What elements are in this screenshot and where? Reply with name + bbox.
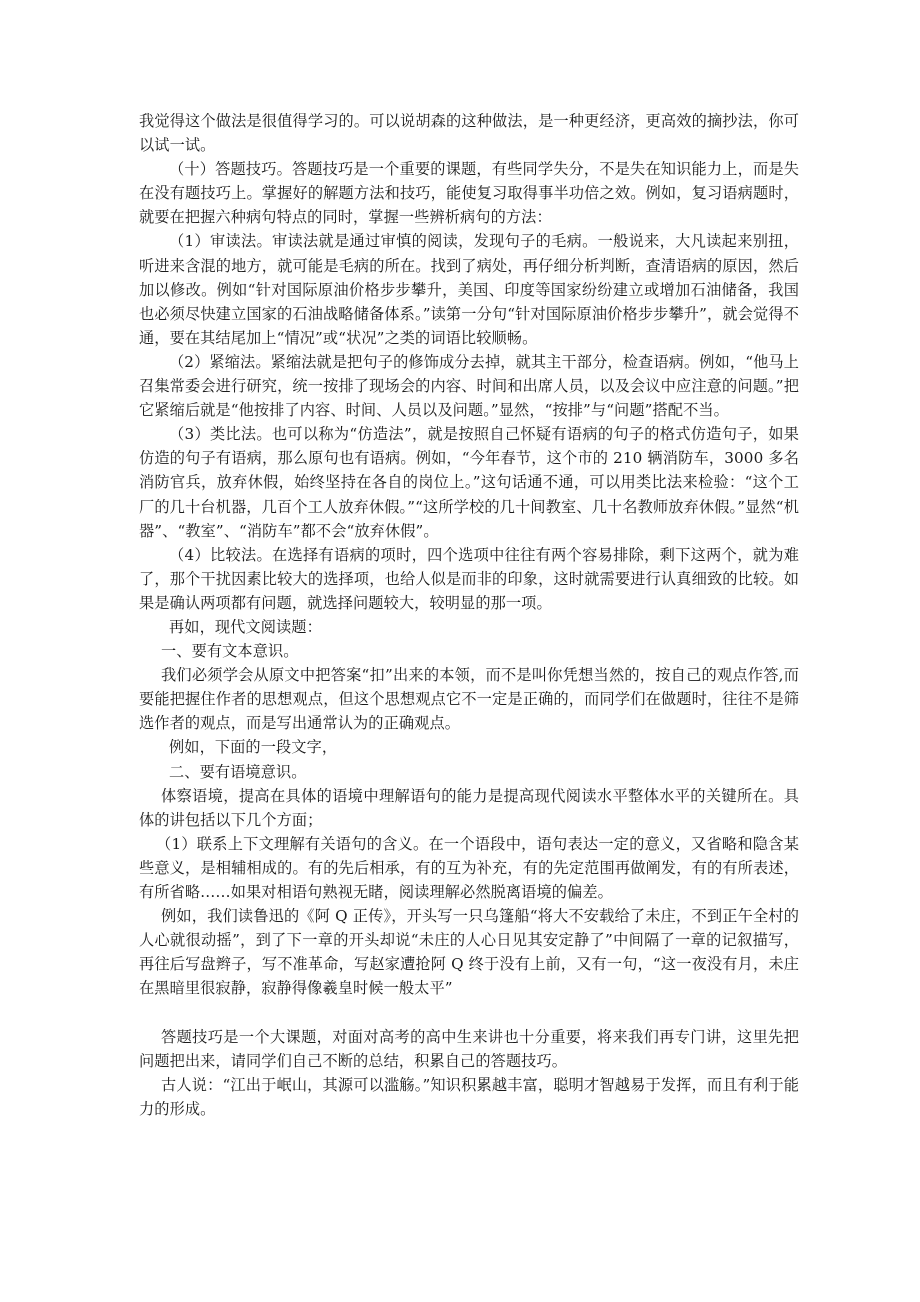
paragraph-example-intro: 例如，下面的一段文字，: [169, 738, 338, 757]
paragraph-closing-quote: 古人说：“江出于岷山，其源可以滥觞。”知识积累越丰富，聪明才智越易于发挥，而且有利于能力的形成。: [139, 1075, 799, 1118]
paragraph-method-compare: （4）比较法。在选择有语病的项时，四个选项中往往有两个容易排除，剩下这两个，就为难了，那个干扰因素比较大的选择项，也给人似是而非的印象，这时就需要进行认真细致的比较。如果是确认两项都有问题，就选择问题较大，较明显的那一项。: [139, 545, 799, 612]
paragraph-answer-skills: （十）答题技巧。答题技巧是一个重要的课题，有些同学失分，不是失在知识能力上，而是失在没有题技巧上。掌握好的解题方法和技巧，能使复习取得事半功倍之效。例如，复习语病题时，就要在把握六种病句特点的同时，掌握一些辨析病句的方法：: [139, 160, 799, 227]
heading-text-awareness: 一、要有文本意识。: [161, 642, 299, 661]
paragraph-reading-intro: 再如，现代文阅读题：: [169, 617, 322, 636]
paragraph-answer-summary: 答题技巧是一个大课题，对面对高考的高中生来讲也十分重要，将来我们再专门讲，这里先把问题把出来，请同学们自己不断的总结，积累自己的答题技巧。: [139, 1027, 799, 1070]
paragraph-method-analogy: （3）类比法。也可以称为“仿造法”，就是按照自己怀疑有语病的句子的格式仿造句子，如果仿造的句子有语病，那么原句也有语病。例如，“今年春节，这个市的 210 辆消防车，3000 多名消防官兵，放弃休假，始终坚持在各自的岗位上。”这句话通不通，可以用类比法来检验：“这个工厂的几十台机器，几百个工人放弃休假。”“这所学校的几十间教室、几十名教师放弃休假。”显然“机器”、“教室”、“消防车”都不会“放弃休假”。: [139, 425, 799, 540]
paragraph-context-awareness: 体察语境，提高在具体的语境中理解语句的能力是提高现代阅读水平整体水平的关键所在。具体的讲包括以下几个方面；: [139, 786, 799, 829]
paragraph-1: 我觉得这个做法是很值得学习的。可以说胡森的这种做法，是一种更经济，更高效的摘抄法，你可以试一试。: [139, 112, 799, 155]
paragraph-text-awareness: 我们必须学会从原文中把答案“扣”出来的本领，而不是叫你凭想当然的，按自己的观点作答,而要能把握住作者的思想观点，但这个思想观点它不一定是正确的，而同学们在做题时，往往不是筛选作者的观点，而是写出通常认为的正确观点。: [139, 666, 799, 733]
heading-context-awareness: 二、要有语境意识。: [169, 762, 307, 781]
paragraph-ah-q-example: 例如，我们读鲁迅的《阿 Q 正传》，开头写一只乌篷船“将大不安载给了未庄，不到正午全村的人心就很动摇”，到了下一章的开头却说“未庄的人心日见其安定静了”中间隔了一章的记叙描写，再往后写盘辫子，写不准革命，写赵家遭抢阿 Q 终于没有上前，又有一句，“这一夜没有月，未庄在黑暗里很寂静，寂静得像羲皇时候一般太平”: [139, 907, 799, 998]
paragraph-method-review: （1）审读法。审读法就是通过审慎的阅读，发现句子的毛病。一般说来，大凡读起来别扭，听进来含混的地方，就可能是毛病的所在。找到了病处，再仔细分析判断，查清语病的原因，然后加以修改。例如“针对国际原油价格步步攀升，美国、印度等国家纷纷建立或增加石油储备，我国也必须尽快建立国家的石油战略储备体系。”读第一分句“针对国际原油价格步步攀升”，就会觉得不通，要在其结尾加上“情况”或“状况”之类的词语比较顺畅。: [139, 232, 799, 347]
blank-line: [139, 1000, 799, 1024]
document-body: [139, 109, 799, 1121]
paragraph-context-point-1: （1）联系上下文理解有关语句的含义。在一个语段中，语句表达一定的意义，又省略和隐含某些意义，是相辅相成的。有的先后相承，有的互为补充，有的先定范围再做阐发，有的有所表述，有所省略……如果对相语句熟视无睹，阅读理解必然脱离语境的偏差。: [139, 834, 799, 901]
paragraph-method-compress: （2）紧缩法。紧缩法就是把句子的修饰成分去掉，就其主干部分，检查语病。例如，“他马上召集常委会进行研究，统一按排了现场会的内容、时间和出席人员，以及会议中应注意的问题。”把它紧缩后就是“他按排了内容、时间、人员以及问题。”显然，“按排”与“问题”搭配不当。: [139, 352, 799, 420]
